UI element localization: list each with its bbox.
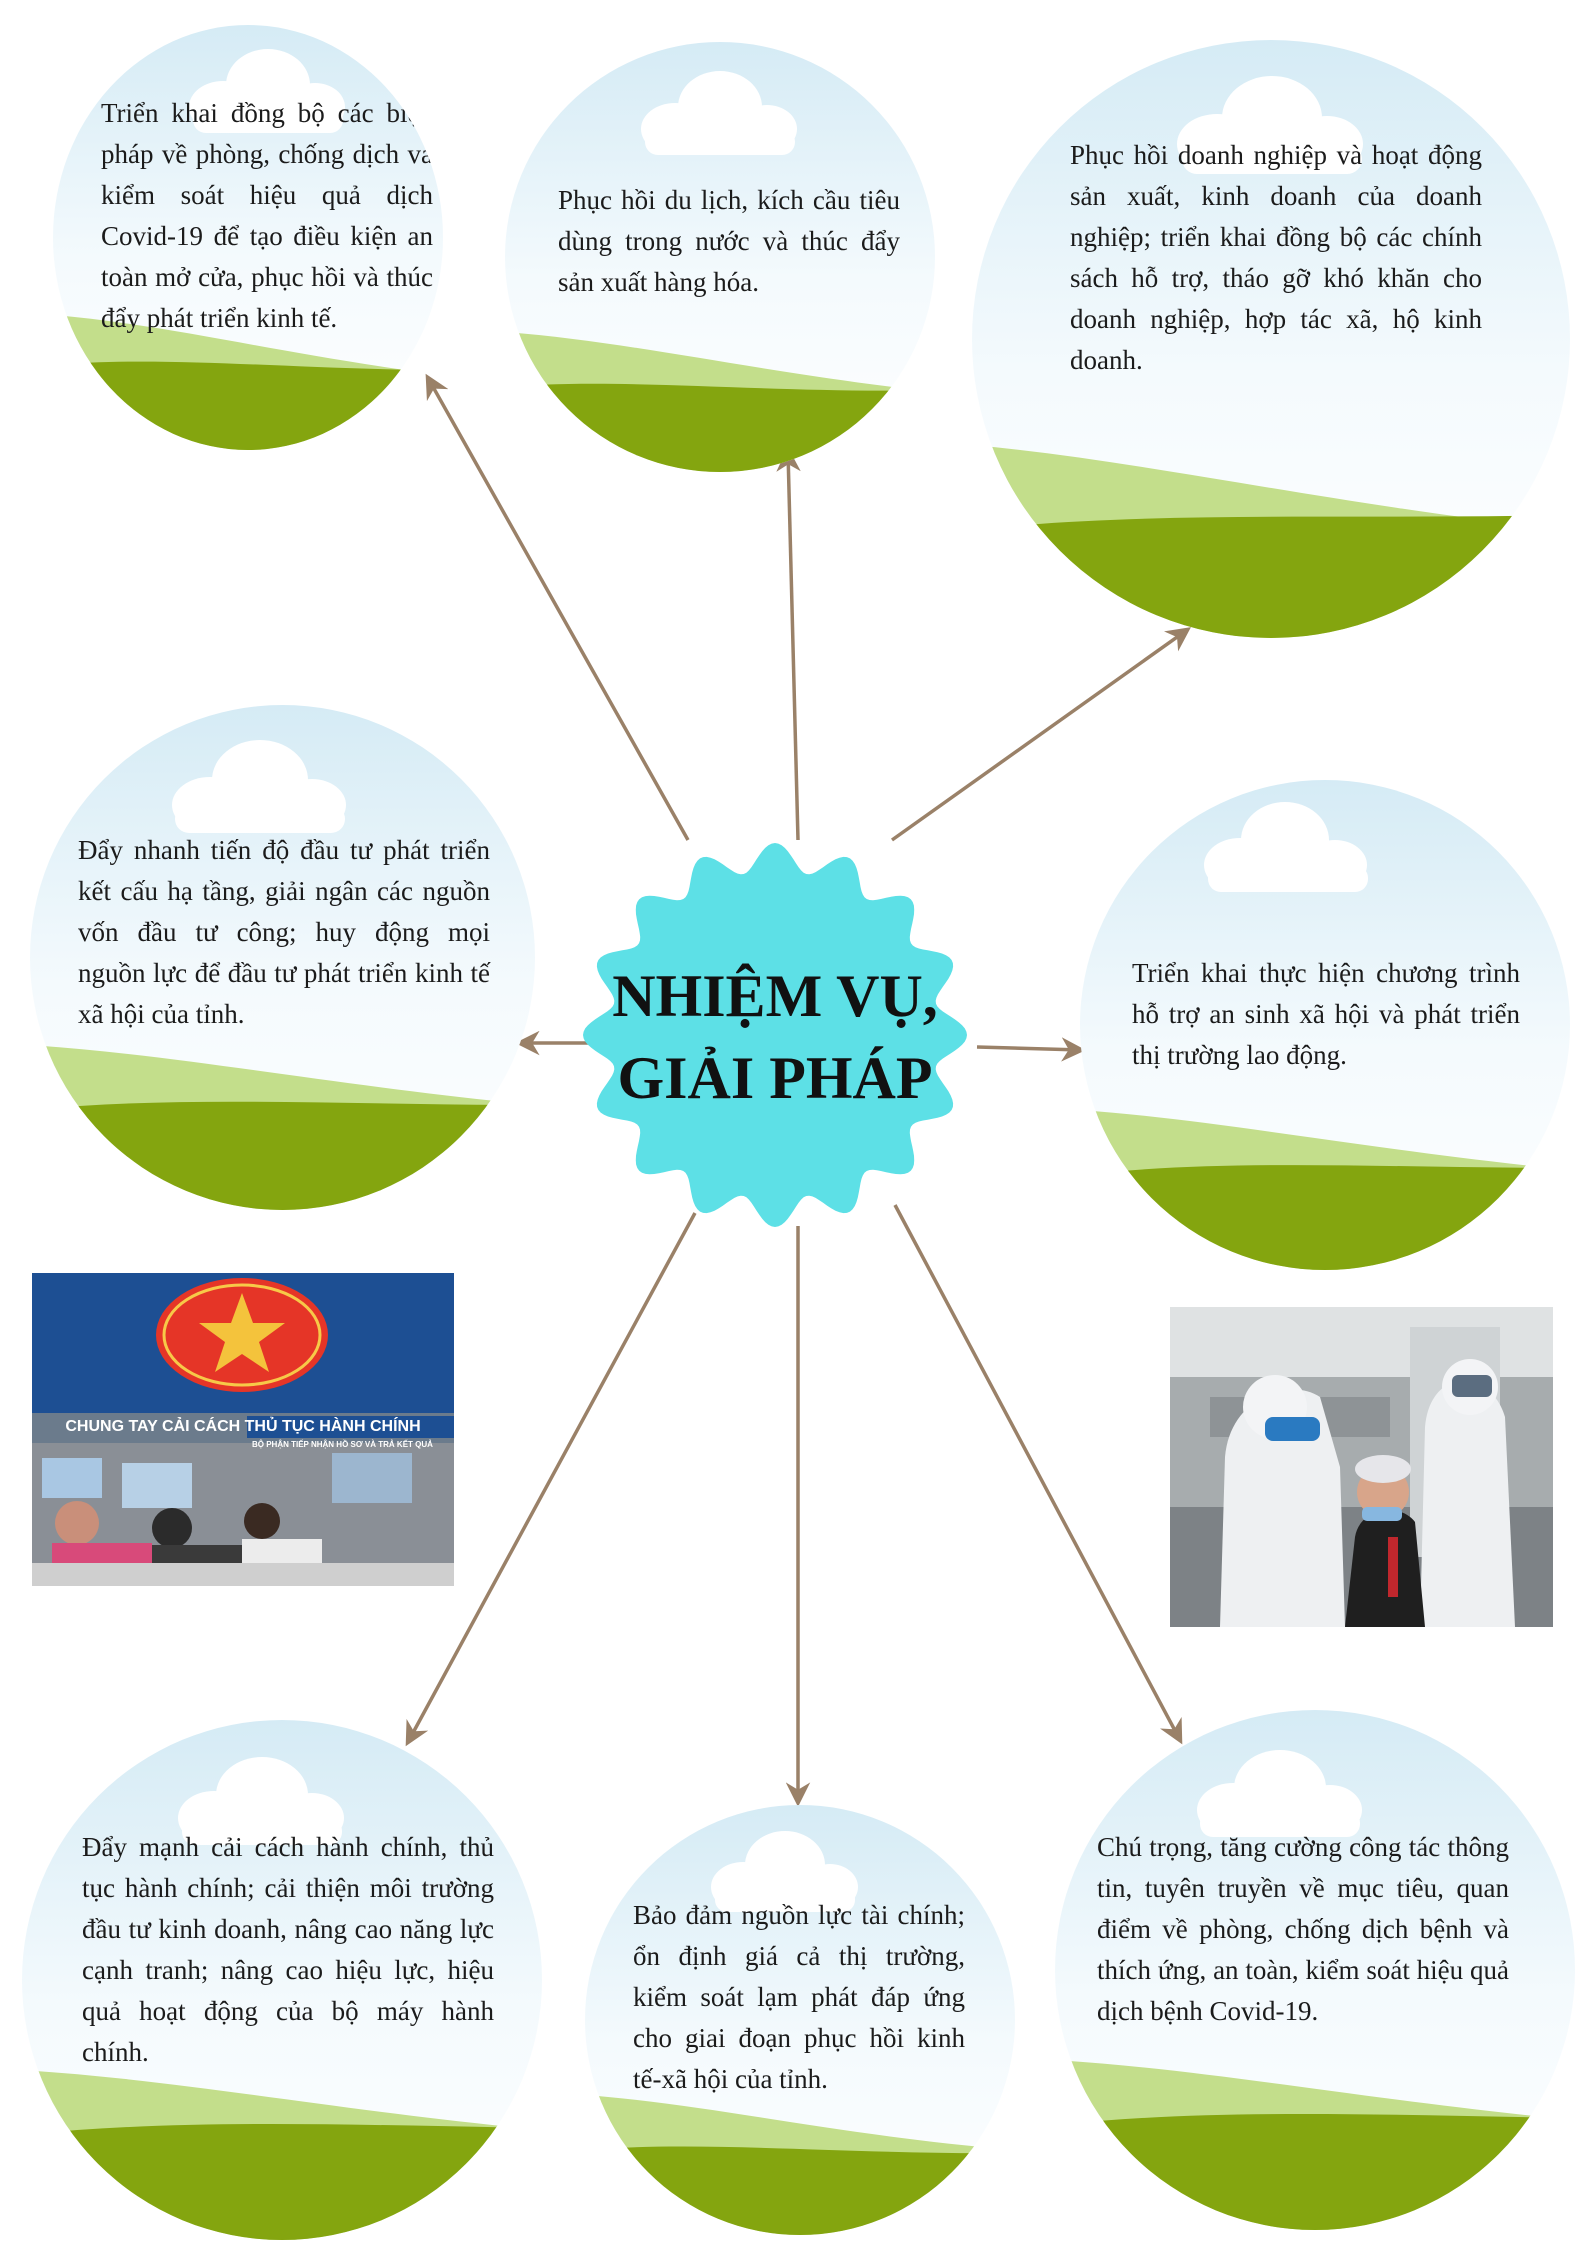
center-title xyxy=(575,955,975,1119)
arrow-to-communication xyxy=(895,1205,1180,1740)
node-communication xyxy=(1055,1710,1575,2230)
node-text: Triển khai đồng bộ các biện pháp về phòng, chống dịch và kiểm soát hiệu quả dịch Covid-19 để tạo điều kiện an toàn mở cửa, phục hồi và thúc đẩy phát triển kinh tế. xyxy=(101,98,433,333)
cloud-icon xyxy=(1204,802,1368,892)
node-text: Đẩy mạnh cải cách hành chính, thủ tục hành chính; cải thiện môi trường đầu tư kinh doanh, nâng cao năng lực cạnh tranh; nâng cao hiệu lực, hiệu quả hoạt động của bộ máy hành chính. xyxy=(82,1832,494,2067)
node-social-security xyxy=(1080,780,1570,1270)
center-title-line2: GIẢI PHÁP xyxy=(617,1045,933,1111)
node-text: Phục hồi du lịch, kích cầu tiêu dùng trong nước và thúc đẩy sản xuất hàng hóa. xyxy=(558,185,900,297)
node-tourism xyxy=(505,42,935,472)
covid-testing-photo xyxy=(1170,1307,1553,1627)
node-text: Triển khai thực hiện chương trình hỗ trợ an sinh xã hội và phát triển thị trường lao động. xyxy=(1132,958,1520,1070)
node-text: Phục hồi doanh nghiệp và hoạt động sản xuất, kinh doanh của doanh nghiệp; triển khai đồng bộ các chính sách hỗ trợ, tháo gỡ khó khăn cho doanh nghiệp, hợp tác xã, hộ kinh doanh. xyxy=(1070,140,1482,375)
node-finance xyxy=(585,1805,1015,2235)
poster-banner-text: CHUNG TAY CẢI CÁCH THỦ TỤC HÀNH CHÍNH xyxy=(65,1418,421,1435)
arrow-to-social-security xyxy=(977,1047,1081,1050)
node-infrastructure xyxy=(30,705,535,1210)
cloud-icon xyxy=(172,740,346,833)
admin-reform-poster xyxy=(32,1273,454,1586)
center-title-line1: NHIỆM VỤ, xyxy=(612,963,938,1029)
node-admin-reform xyxy=(22,1720,542,2240)
cloud-icon xyxy=(641,71,797,155)
covid-photo-graphic xyxy=(1170,1307,1553,1627)
node-covid-control xyxy=(53,25,443,450)
arrow-to-tourism xyxy=(788,452,798,840)
poster-sign-text: BỘ PHẬN TIẾP NHẬN HỒ SƠ VÀ TRẢ KẾT QUẢ xyxy=(252,1440,433,1449)
node-text: Chú trọng, tăng cường công tác thông tin, tuyên truyền về mục tiêu, quan điểm về phòng, chống dịch bệnh và thích ứng, an toàn, kiểm soát hiệu quả dịch bệnh Covid-19. xyxy=(1097,1832,1509,2026)
node-text: Bảo đảm nguồn lực tài chính; ổn định giá cả thị trường, kiểm soát lạm phát đáp ứng cho giai đoạn phục hồi kinh tế-xã hội của tỉnh. xyxy=(633,1900,965,2094)
node-enterprise xyxy=(972,40,1570,638)
cloud-icon xyxy=(1197,1750,1362,1837)
node-text: Đẩy nhanh tiến độ đầu tư phát triển kết cấu hạ tầng, giải ngân các nguồn vốn đầu tư công; huy động mọi nguồn lực để đầu tư phát triển kinh tế xã hội của tỉnh. xyxy=(78,835,490,1029)
